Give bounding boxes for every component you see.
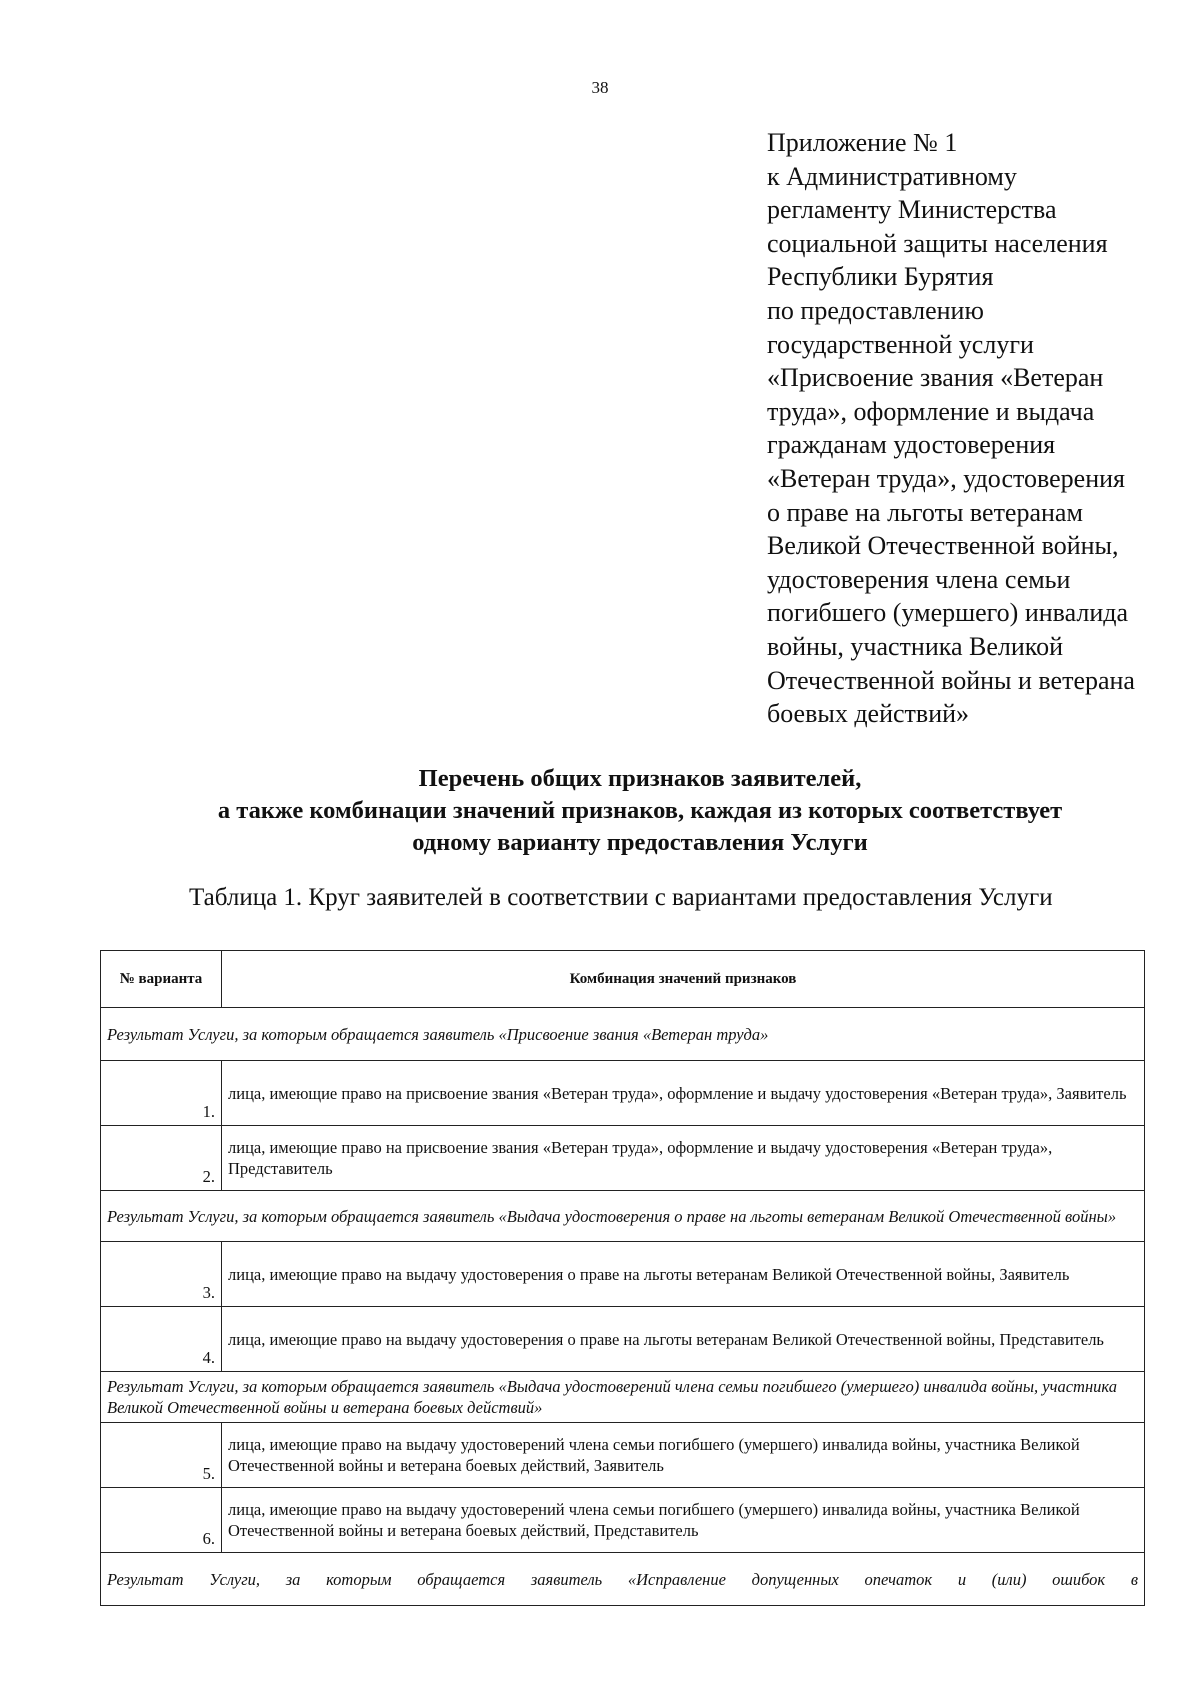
table-caption-text: Таблица 1. Круг заявителей в соответствии с вариантами предоставления Услуги (189, 884, 1053, 911)
appendix-line: Республики Бурятия (767, 262, 994, 292)
table-header-row (101, 951, 1145, 1008)
variant-number: 3. (101, 1242, 222, 1307)
appendix-reference (767, 126, 1187, 731)
variant-number: 5. (101, 1423, 222, 1488)
page-number: 38 (591, 78, 609, 97)
header-combination: Комбинация значений признаков (222, 951, 1145, 1008)
appendix-line: к Административному (767, 161, 1017, 191)
variant-description: лица, имеющие право на выдачу удостоверений члена семьи погибшего (умершего) инвалида войны, участника Великой Отечественной войны и ветерана боевых действий, Представитель (222, 1488, 1145, 1553)
appendix-line: социальной защиты населения (767, 228, 1108, 258)
appendix-line: погибшего (умершего) инвалида (767, 598, 1129, 628)
table-group-row (101, 1008, 1145, 1061)
variants-table (100, 950, 1145, 1606)
appendix-line: Отечественной войны и ветерана (767, 665, 1135, 695)
variant-number: 2. (101, 1126, 222, 1191)
group-result-4: Результат Услуги, за которым обращается заявитель «Исправление допущенных опечаток и (или) ошибок в (101, 1553, 1145, 1606)
section-heading (100, 763, 1180, 859)
table-group-row (101, 1191, 1145, 1242)
table-row (101, 1061, 1145, 1126)
variant-description: лица, имеющие право на присвоение звания «Ветеран труда», оформление и выдачу удостоверения «Ветеран труда», Заявитель (222, 1061, 1145, 1126)
table-row (101, 1307, 1145, 1372)
group-result-2: Результат Услуги, за которым обращается заявитель «Выдача удостоверения о праве на льготы ветеранам Великой Отечественной войны» (101, 1191, 1145, 1242)
appendix-line: «Присвоение звания «Ветеран (767, 363, 1104, 393)
appendix-line: войны, участника Великой (767, 631, 1064, 661)
heading-line-2: а также комбинации значений признаков, каждая из которых соответствует (217, 797, 1063, 824)
appendix-line: труда», оформление и выдача (767, 396, 1095, 426)
appendix-line: гражданам удостоверения (767, 430, 1056, 460)
heading-line-3: одному варианту предоставления Услуги (412, 829, 868, 856)
variant-description: лица, имеющие право на присвоение звания «Ветеран труда», оформление и выдачу удостоверения «Ветеран труда», Представитель (222, 1126, 1145, 1191)
table-row (101, 1242, 1145, 1307)
table-row (101, 1488, 1145, 1553)
variant-description: лица, имеющие право на выдачу удостоверения о праве на льготы ветеранам Великой Отечественной войны, Представитель (222, 1307, 1145, 1372)
variant-description: лица, имеющие право на выдачу удостоверений члена семьи погибшего (умершего) инвалида войны, участника Великой Отечественной войны и ветерана боевых действий, Заявитель (222, 1423, 1145, 1488)
appendix-line: боевых действий» (767, 699, 970, 729)
table-row (101, 1423, 1145, 1488)
table-group-row (101, 1372, 1145, 1423)
appendix-line: государственной услуги (767, 329, 1034, 359)
appendix-line: по предоставлению (767, 295, 984, 325)
variant-number: 6. (101, 1488, 222, 1553)
group-result-3: Результат Услуги, за которым обращается заявитель «Выдача удостоверений члена семьи погибшего (умершего) инвалида войны, участника Великой Отечественной войны и ветерана боевых действий» (101, 1372, 1145, 1423)
appendix-line: Великой Отечественной войны, (767, 531, 1119, 561)
header-variant-number: № варианта (101, 951, 222, 1008)
appendix-line: Приложение № 1 (767, 128, 958, 157)
appendix-line: удостоверения члена семьи (767, 564, 1071, 594)
table-caption (112, 884, 1172, 912)
appendix-line: «Ветеран труда», удостоверения (767, 463, 1125, 493)
variant-number: 1. (101, 1061, 222, 1126)
group-result-1: Результат Услуги, за которым обращается заявитель «Присвоение звания «Ветеран труда» (101, 1008, 1145, 1061)
appendix-line: регламенту Министерства (767, 195, 1057, 225)
variant-description: лица, имеющие право на выдачу удостоверения о праве на льготы ветеранам Великой Отечественной войны, Заявитель (222, 1242, 1145, 1307)
heading-line-1: Перечень общих признаков заявителей, (418, 765, 862, 792)
appendix-line: о праве на льготы ветеранам (767, 497, 1083, 527)
table-group-row (101, 1553, 1145, 1606)
table-row (101, 1126, 1145, 1191)
variant-number: 4. (101, 1307, 222, 1372)
